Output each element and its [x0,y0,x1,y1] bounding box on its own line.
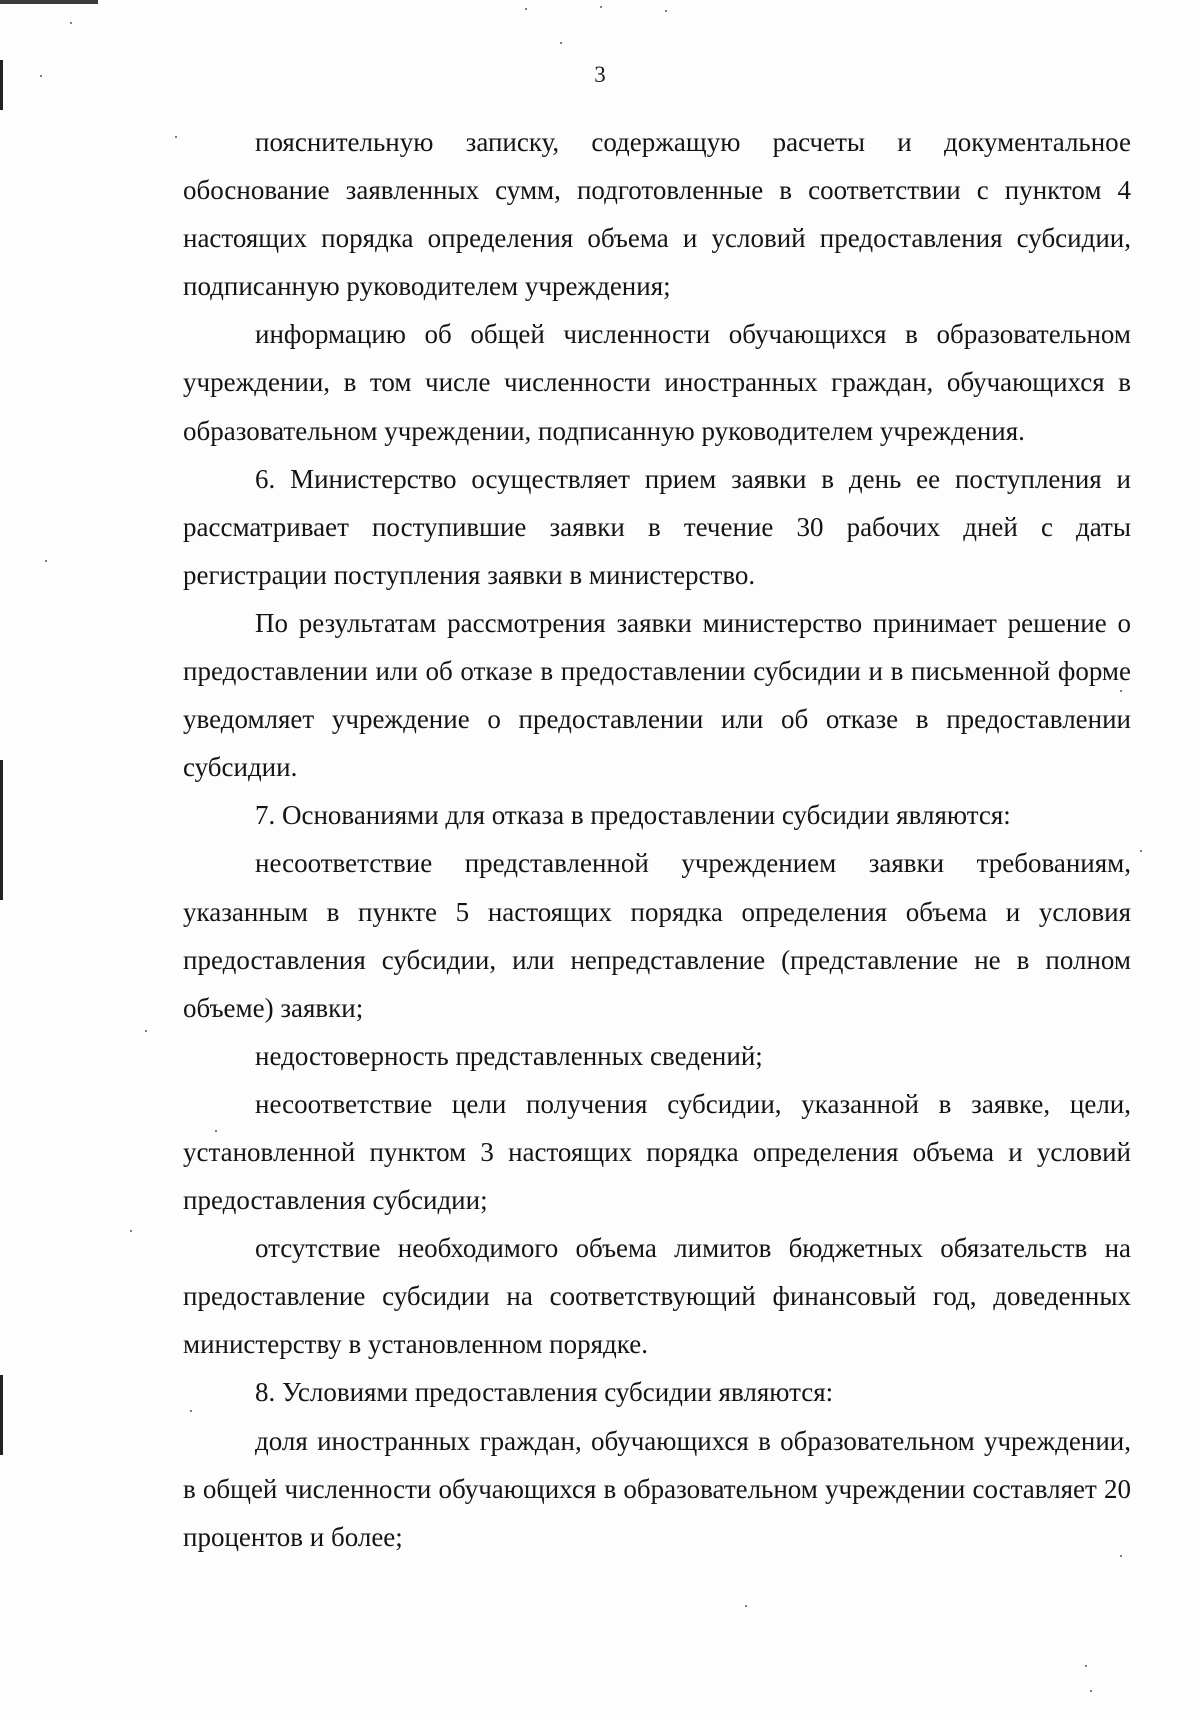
scan-margin-mark [0,1375,3,1455]
paragraph: отсутствие необходимого объема лимитов бюджетных обязательств на предоставление субсидии на соответствующий финансовый год, доведенных министерству в установленном порядке. [183,1233,1131,1360]
scan-edge-line [0,0,98,4]
scan-speck [1085,1665,1087,1667]
paragraph: 6. Министерство осуществляет прием заявки в день ее поступления и рассматривает поступившие заявки в течение 30 рабочих дней с даты регистрации поступления заявки в министерство. [183,463,1131,590]
paragraph: информацию об общей численности обучающихся в образовательном учреждении, в том числе численности иностранных граждан, обучающихся в образовательном учреждении, подписанную руководителем учреждения. [183,319,1131,446]
paragraph: несоответствие цели получения субсидии, указанной в заявке, цели, установленной пунктом 3 настоящих порядка определения объема и условий предоставления субсидии; [183,1088,1131,1216]
scan-speck [1140,850,1142,852]
paragraph: пояснительную записку, содержащую расчеты и документальное обоснование заявленных сумм, подготовленные в соответствии с пунктом 4 настоящих порядка определения объема и условий предоставления субсидии, подписанную руководителем учреждения; [183,127,1131,302]
scan-speck [665,10,667,12]
paragraph: 8. Условиями предоставления субсидии являются: [255,1377,834,1408]
paragraph: По результатам рассмотрения заявки министерство принимает решение о предоставлении или об отказе в предоставлении субсидии и в письменной форме уведомляет учреждение о предоставлении или об отказе в предоставлении субсидии. [183,607,1131,783]
paragraph: несоответствие представленной учреждением заявки требованиям, указанным в пункте 5 настоящих порядка определения объема и условия предоставления субсидии, или непредставление (представление не в полном объеме) заявки; [183,848,1131,1023]
scan-speck [560,42,562,44]
scan-speck [130,1230,132,1232]
scan-speck [745,1605,747,1607]
scan-speck [600,6,602,8]
scan-speck [70,22,72,24]
paragraph: 7. Основаниями для отказа в предоставлении субсидии являются: [255,800,1011,831]
page-number: 3 [594,62,606,87]
scan-speck [45,560,47,562]
paragraph: недостоверность представленных сведений; [255,1040,763,1071]
scan-speck [525,8,527,10]
document-body [183,118,1131,1561]
scan-margin-mark [0,760,3,900]
scan-speck [175,136,177,138]
paragraph: доля иностранных граждан, обучающихся в образовательном учреждении, в общей численности обучающихся в образовательном учреждении составляет 20 процентов и более; [183,1425,1131,1552]
scan-speck [1090,1690,1092,1692]
scan-speck [145,1030,147,1032]
